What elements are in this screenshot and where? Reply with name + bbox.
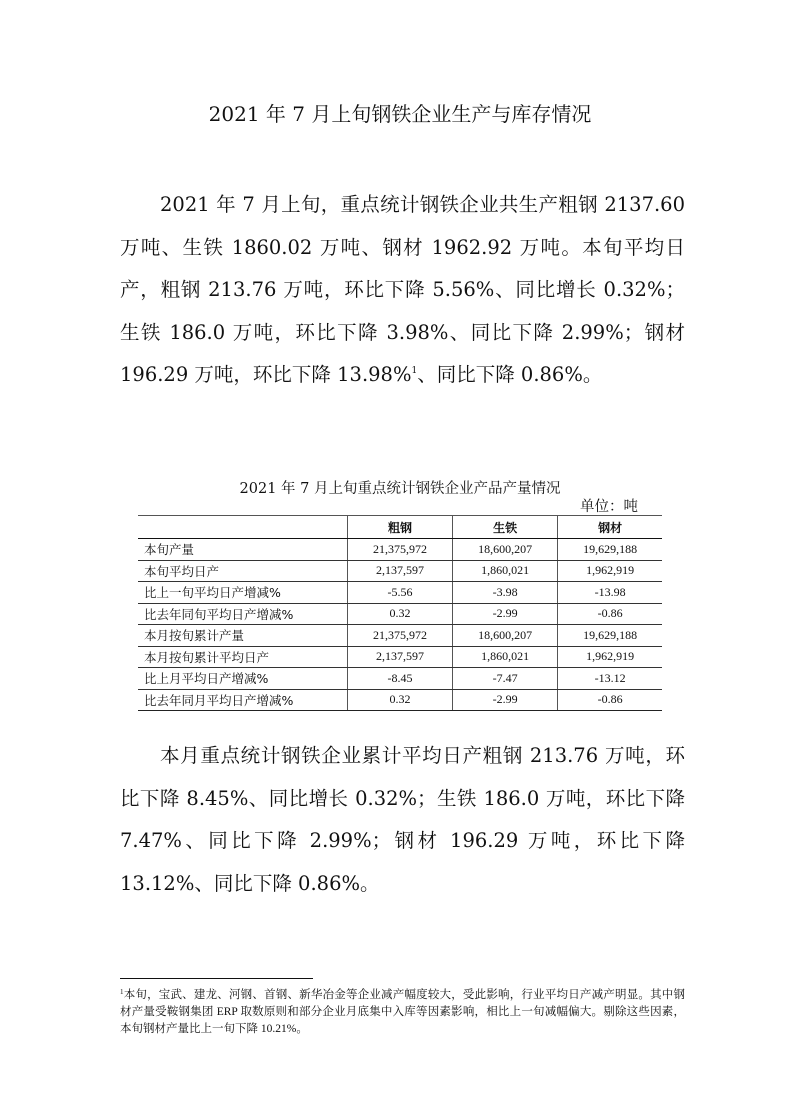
table-row [138, 625, 662, 647]
table-row [138, 689, 662, 711]
cell-steel-products: 19,629,188 [558, 625, 662, 647]
paragraph-summary-text-end: 、同比下降 0.86%。 [417, 363, 603, 386]
production-table [138, 515, 662, 711]
paragraph-monthly: 本月重点统计钢铁企业累计平均日产粗钢 213.76 万吨，环比下降 8.45%、同比增长 0.32%；生铁 186.0 万吨，环比下降 7.47%、同比下降 2.99%；钢材 196.29 万吨，环比下降 13.12%、同比下降 0.86%。 [120, 744, 685, 895]
cell-pig-iron: -2.99 [453, 603, 558, 625]
row-label: 比上月平均日产增减% [138, 668, 348, 690]
cell-steel-products: -0.86 [558, 689, 662, 711]
cell-pig-iron: 18,600,207 [453, 625, 558, 647]
cell-steel-products: 1,962,919 [558, 646, 662, 668]
row-label: 比去年同月平均日产增减% [138, 689, 348, 711]
column-header-pig-iron: 生铁 [453, 516, 558, 539]
cell-crude-steel: 2,137,597 [348, 560, 453, 582]
table-row [138, 668, 662, 690]
paragraph-summary [120, 184, 685, 397]
cell-steel-products: -13.98 [558, 582, 662, 604]
table-row [138, 603, 662, 625]
row-label: 本月按旬累计产量 [138, 625, 348, 647]
paragraph-summary-text: 2021 年 7 月上旬，重点统计钢铁企业共生产粗钢 2137.60 万吨、生铁 1860.02 万吨、钢材 1962.92 万吨。本旬平均日产，粗钢 213.76 万吨，环比下降 5.56%、同比增长 0.32%；生铁 186.0 万吨，环比下降 3.98%、同比下降 2.99%；钢材 196.29 万吨，环比下降 13.98% [120, 193, 685, 386]
table-header-row [138, 516, 662, 539]
cell-steel-products: -13.12 [558, 668, 662, 690]
footnote-mark: 1 [120, 988, 124, 996]
cell-crude-steel: 0.32 [348, 689, 453, 711]
cell-steel-products: 19,629,188 [558, 539, 662, 561]
table-row [138, 560, 662, 582]
cell-pig-iron: 1,860,021 [453, 560, 558, 582]
row-label: 本月按旬累计平均日产 [138, 646, 348, 668]
table-row [138, 646, 662, 668]
row-label: 本旬产量 [138, 539, 348, 561]
cell-crude-steel: -8.45 [348, 668, 453, 690]
cell-pig-iron: -7.47 [453, 668, 558, 690]
footnote-separator [120, 978, 313, 979]
footnote-reference[interactable]: 1 [411, 366, 418, 376]
cell-crude-steel: -5.56 [348, 582, 453, 604]
footnote [120, 987, 685, 1038]
table-row [138, 582, 662, 604]
cell-steel-products: 1,962,919 [558, 560, 662, 582]
column-header-label [138, 516, 348, 539]
cell-pig-iron: 18,600,207 [453, 539, 558, 561]
cell-steel-products: -0.86 [558, 603, 662, 625]
table-row [138, 539, 662, 561]
cell-crude-steel: 21,375,972 [348, 625, 453, 647]
cell-pig-iron: -2.99 [453, 689, 558, 711]
row-label: 比去年同旬平均日产增减% [138, 603, 348, 625]
cell-pig-iron: 1,860,021 [453, 646, 558, 668]
document-title: 2021 年 7 月上旬钢铁企业生产与库存情况 [208, 102, 592, 126]
table-unit: 单位：吨 [580, 499, 638, 515]
cell-crude-steel: 21,375,972 [348, 539, 453, 561]
footnote-text: 本旬，宝武、建龙、河钢、首钢、新华冶金等企业减产幅度较大，受此影响，行业平均日产减产明显。其中钢材产量受鞍钢集团 ERP 取数原则和部分企业月底集中入库等因素影响，相比上一旬减幅偏大。剔除这些因素，本旬钢材产量比上一旬下降 10.21%。 [120, 989, 685, 1035]
column-header-steel-products: 钢材 [558, 516, 662, 539]
row-label: 本旬平均日产 [138, 560, 348, 582]
cell-pig-iron: -3.98 [453, 582, 558, 604]
table-title: 2021 年 7 月上旬重点统计钢铁企业产品产量情况 [239, 481, 561, 497]
cell-crude-steel: 2,137,597 [348, 646, 453, 668]
cell-crude-steel: 0.32 [348, 603, 453, 625]
row-label: 比上一旬平均日产增减% [138, 582, 348, 604]
column-header-crude-steel: 粗钢 [348, 516, 453, 539]
